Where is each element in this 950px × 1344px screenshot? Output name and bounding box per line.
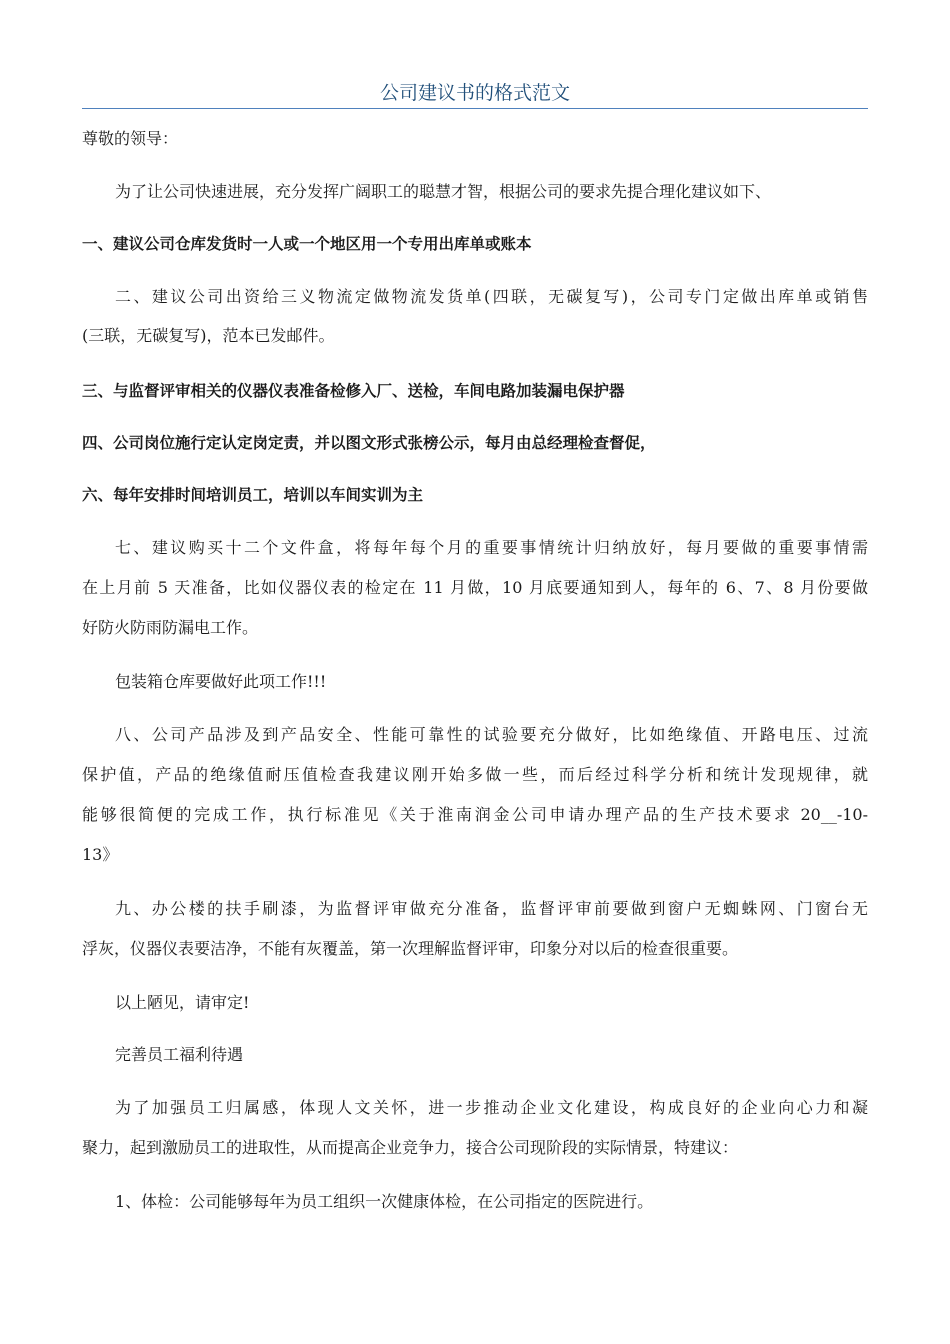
suggestion-item-1: 一、建议公司仓库发货时一人或一个地区用一个专用出库单或账本 bbox=[82, 235, 532, 253]
suggestion-item-8-line-1: 八、公司产品涉及到产品安全、性能可靠性的试验要充分做好，比如绝缘值、开路电压、过流 bbox=[115, 725, 868, 744]
section-2-intro-line-2: 聚力，起到激励员工的进取性，从而提高企业竞争力，接合公司现阶段的实际情景，特建议： bbox=[82, 1138, 739, 1157]
closing-remark: 以上陋见，请审定! bbox=[115, 993, 250, 1012]
benefit-item-1: 1、体检：公司能够每年为员工组织一次健康体检，在公司指定的医院进行。 bbox=[115, 1192, 654, 1211]
suggestion-item-7-line-3: 好防火防雨防漏电工作。 bbox=[82, 618, 259, 637]
suggestion-item-7-line-1: 七、建议购买十二个文件盒，将每年每个月的重要事情统计归纳放好，每月要做的重要事情需 bbox=[115, 538, 868, 557]
section-2-title: 完善员工福利待遇 bbox=[115, 1045, 244, 1064]
suggestion-item-8-line-3: 能够很简便的完成工作，执行标准见《关于淮南润金公司申请办理产品的生产技术要求 20__-10- bbox=[82, 805, 868, 824]
suggestion-item-7-line-2: 在上月前 5 天准备，比如仪器仪表的检定在 11 月做，10 月底要通知到人，每年的 6、7、8 月份要做 bbox=[82, 578, 868, 597]
intro-paragraph: 为了让公司快速进展，充分发挥广阔职工的聪慧才智，根据公司的要求先提合理化建议如下、 bbox=[115, 182, 772, 201]
suggestion-item-9-line-2: 浮灰，仪器仪表要洁净，不能有灰覆盖，第一次理解监督评审，印象分对以后的检查很重要。 bbox=[82, 939, 739, 958]
salutation: 尊敬的领导： bbox=[82, 129, 179, 148]
suggestion-item-2-line-1: 二、建议公司出资给三义物流定做物流发货单(四联，无碳复写)，公司专门定做出库单或销售 bbox=[115, 287, 868, 306]
suggestion-item-6: 六、每年安排时间培训员工，培训以车间实训为主 bbox=[82, 486, 424, 504]
suggestion-item-3: 三、与监督评审相关的仪器仪表准备检修入厂、送检，车间电路加装漏电保护器 bbox=[82, 382, 625, 400]
suggestion-item-4: 四、公司岗位施行定认定岗定责，并以图文形式张榜公示，每月由总经理检查督促， bbox=[82, 434, 656, 452]
suggestion-item-8-line-4: 13》 bbox=[82, 845, 119, 864]
suggestion-item-8-line-2: 保护值，产品的绝缘值耐压值检查我建议刚开始多做一些，而后经过科学分析和统计发现规律，就 bbox=[82, 765, 868, 784]
suggestion-item-2-line-2: (三联，无碳复写)，范本已发邮件。 bbox=[82, 326, 335, 345]
suggestion-item-9-line-1: 九、办公楼的扶手刷漆，为监督评审做充分准备，监督评审前要做到窗户无蜘蛛网、门窗台无 bbox=[115, 899, 868, 918]
title-underline bbox=[82, 108, 868, 109]
document-title: 公司建议书的格式范文 bbox=[379, 82, 570, 104]
section-2-intro-line-1: 为了加强员工归属感，体现人文关怀，进一步推动企业文化建设，构成良好的企业向心力和凝 bbox=[115, 1098, 868, 1117]
packing-note: 包装箱仓库要做好此项工作!!! bbox=[115, 672, 327, 691]
